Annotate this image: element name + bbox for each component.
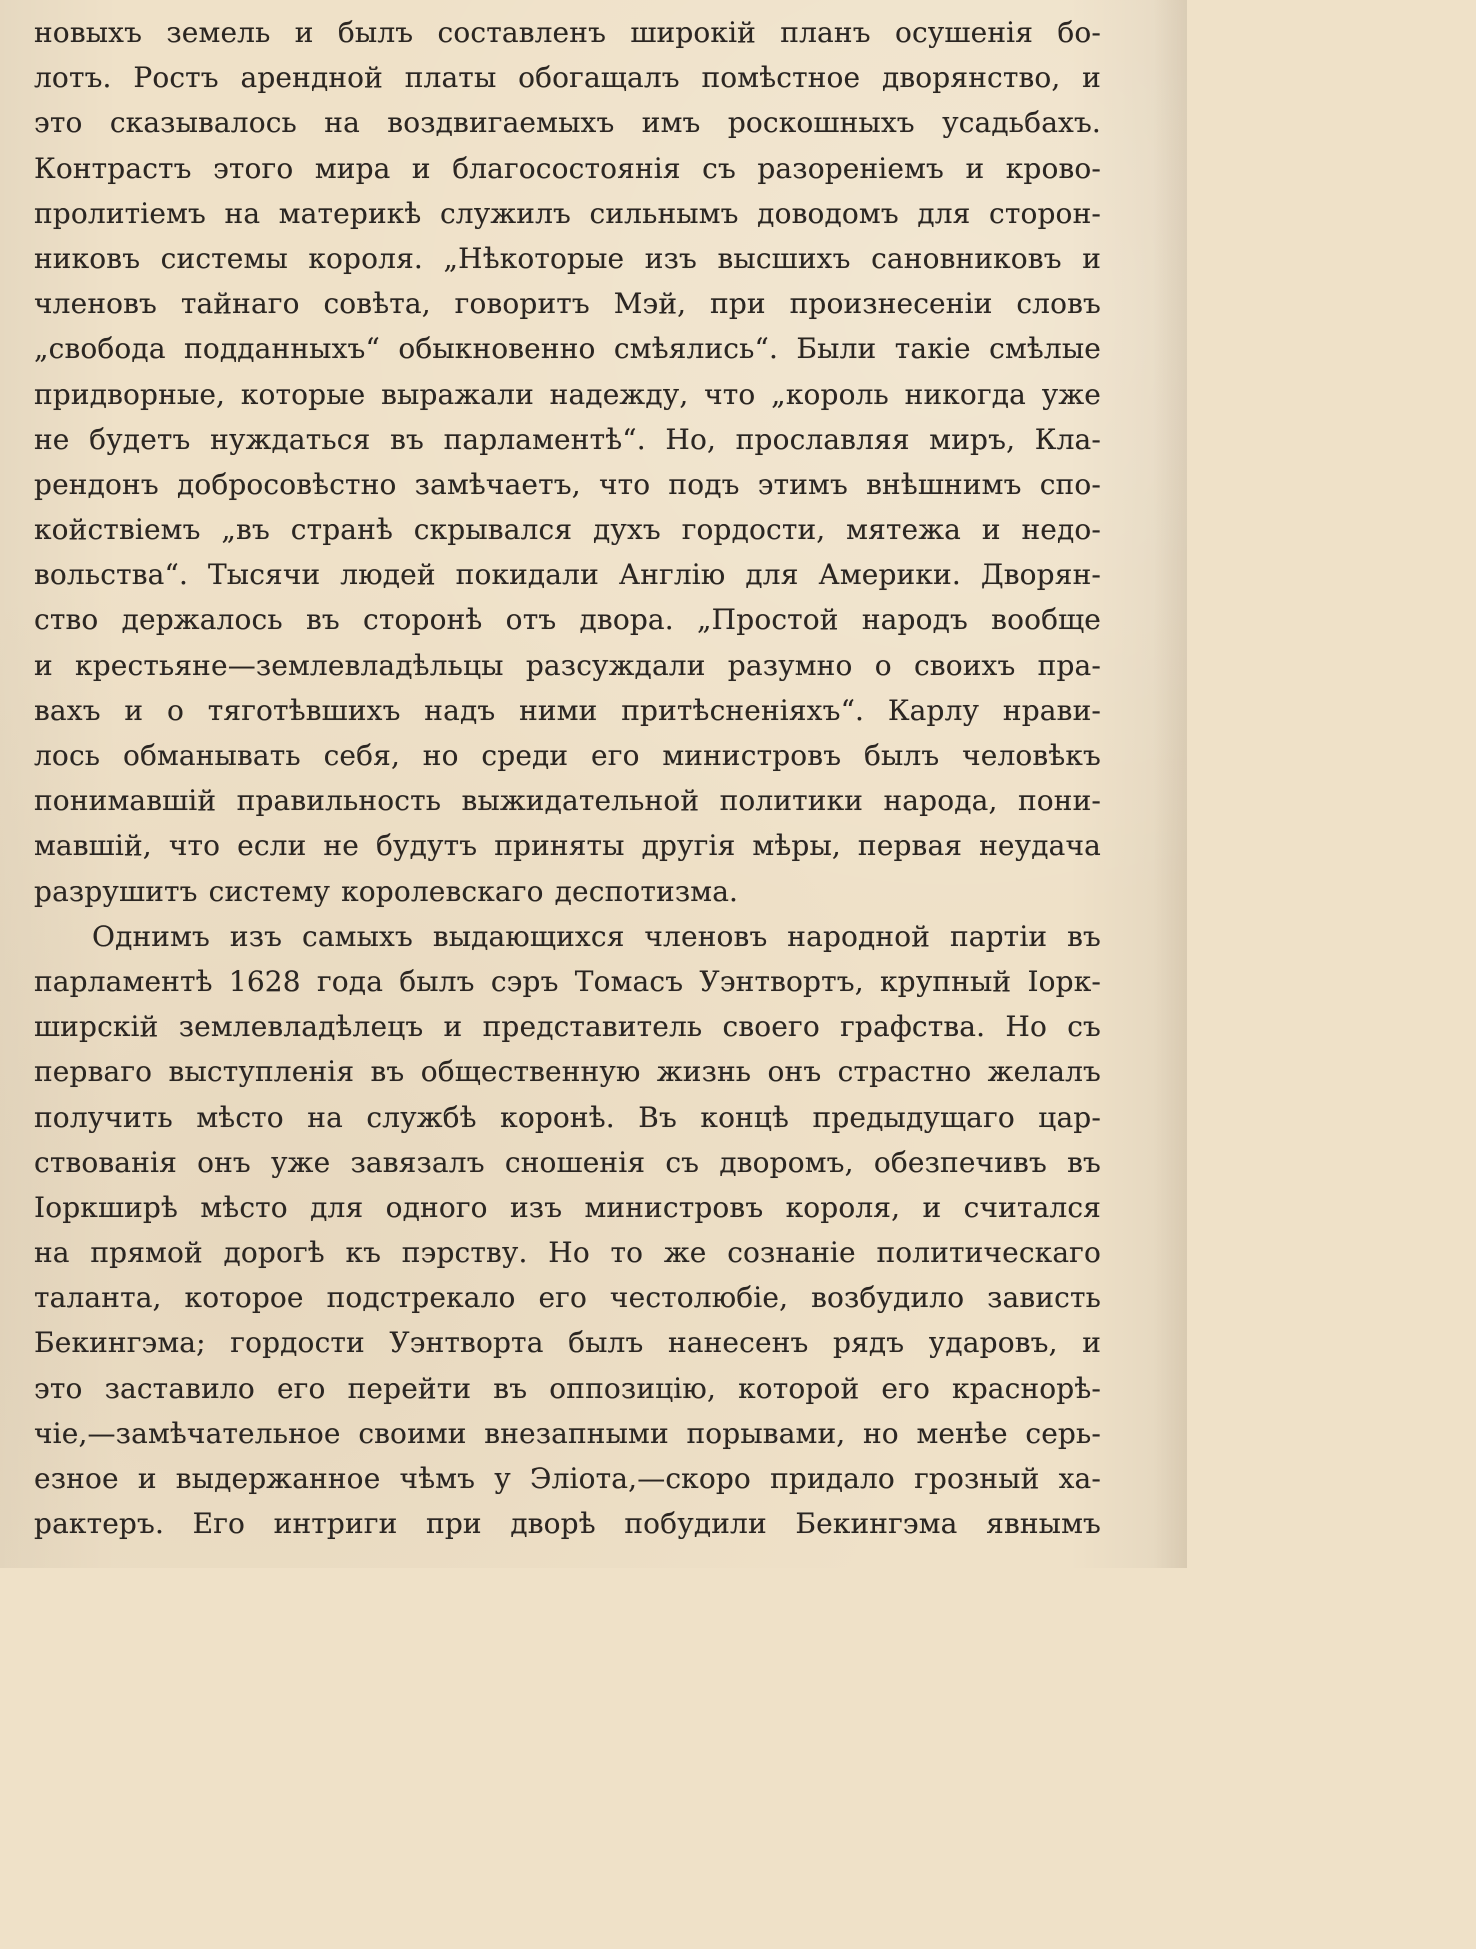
- text-line-3: это сказывалось на воздвигаемыхъ имъ роскошныхъ усадьбахъ.: [34, 106, 1101, 140]
- page-edge-shadow: [1153, 0, 1187, 1568]
- text-line-5: пролитіемъ на материкѣ служилъ сильнымъ доводомъ для сторон-: [34, 196, 1101, 230]
- text-line-10: не будетъ нуждаться въ парламентѣ“. Но, прославляя миръ, Кла-: [34, 422, 1101, 456]
- text-line-20: разрушитъ систему королевскаго деспотизма.: [34, 874, 739, 908]
- text-line-7: членовъ тайнаго совѣта, говоритъ Мэй, при произнесеніи словъ: [34, 287, 1101, 321]
- text-line-17: лось обманывать себя, но среди его министровъ былъ человѣкъ: [34, 739, 1101, 772]
- text-line-11: рендонъ добросовѣстно замѣчаетъ, что подъ этимъ внѣшнимъ спо-: [34, 467, 1101, 501]
- text-line-29: таланта, которое подстрекало его честолюбіе, возбудило зависть: [34, 1281, 1101, 1315]
- text-line-6: никовъ системы короля. „Нѣкоторые изъ высшихъ сановниковъ и: [34, 241, 1101, 275]
- text-line-27: Іоркширѣ мѣсто для одного изъ министровъ короля, и считался: [34, 1190, 1101, 1224]
- text-line-23: ширскій землевладѣлецъ и представитель своего графства. Но съ: [34, 1010, 1101, 1044]
- text-line-1: новыхъ земель и былъ составленъ широкій планъ осушенія бо-: [34, 16, 1101, 49]
- text-line-21: Однимъ изъ самыхъ выдающихся членовъ народной партіи въ: [92, 919, 1101, 953]
- text-line-32: чіе,—замѣчательное своими внезапными порывами, но менѣе серь-: [34, 1416, 1101, 1450]
- text-line-14: ство держалось въ сторонѣ отъ двора. „Простой народъ вообще: [34, 603, 1101, 637]
- text-line-25: получить мѣсто на службѣ коронѣ. Въ концѣ предыдущаго цар-: [34, 1100, 1101, 1134]
- text-line-26: ствованія онъ уже завязалъ сношенія съ дворомъ, обезпечивъ въ: [34, 1145, 1101, 1179]
- text-line-16: вахъ и о тяготѣвшихъ надъ ними притѣсненіяхъ“. Карлу нрави-: [34, 693, 1101, 727]
- text-line-15: и крестьяне—землевладѣльцы разсуждали разумно о своихъ пра-: [34, 648, 1101, 682]
- text-line-19: мавшій, что если не будутъ приняты другія мѣры, первая неудача: [34, 829, 1101, 863]
- text-line-2: лотъ. Ростъ арендной платы обогащалъ помѣстное дворянство, и: [34, 61, 1101, 95]
- text-body: [34, 10, 1101, 1546]
- text-line-9: придворные, которые выражали надежду, что „король никогда уже: [34, 377, 1101, 411]
- text-line-22: парламентѣ 1628 года былъ сэръ Томасъ Уэнтвортъ, крупный Іорк-: [34, 964, 1101, 998]
- text-line-4: Контрастъ этого мира и благосостоянія съ разореніемъ и крово-: [34, 151, 1101, 185]
- text-line-24: перваго выступленія въ общественную жизнь онъ страстно желалъ: [34, 1055, 1101, 1089]
- text-line-30: Бекингэма; гордости Уэнтворта былъ нанесенъ рядъ ударовъ, и: [34, 1326, 1101, 1360]
- text-line-13: вольства“. Тысячи людей покидали Англію для Америки. Дворян-: [34, 558, 1101, 592]
- text-line-34: рактеръ. Его интриги при дворѣ побудили Бекингэма явнымъ: [34, 1507, 1101, 1541]
- text-line-18: понимавшій правильность выжидательной политики народа, пони-: [34, 784, 1101, 818]
- text-line-31: это заставило его перейти въ оппозицію, которой его краснорѣ-: [34, 1371, 1101, 1405]
- text-line-28: на прямой дорогѣ къ пэрству. Но то же сознаніе политическаго: [34, 1236, 1101, 1270]
- text-line-8: „свобода подданныхъ“ обыкновенно смѣялись“. Были такіе смѣлые: [34, 332, 1101, 366]
- text-line-12: койствіемъ „въ странѣ скрывался духъ гордости, мятежа и недо-: [34, 513, 1101, 547]
- text-line-33: езное и выдержанное чѣмъ у Эліота,—скоро придало грозный ха-: [34, 1462, 1101, 1495]
